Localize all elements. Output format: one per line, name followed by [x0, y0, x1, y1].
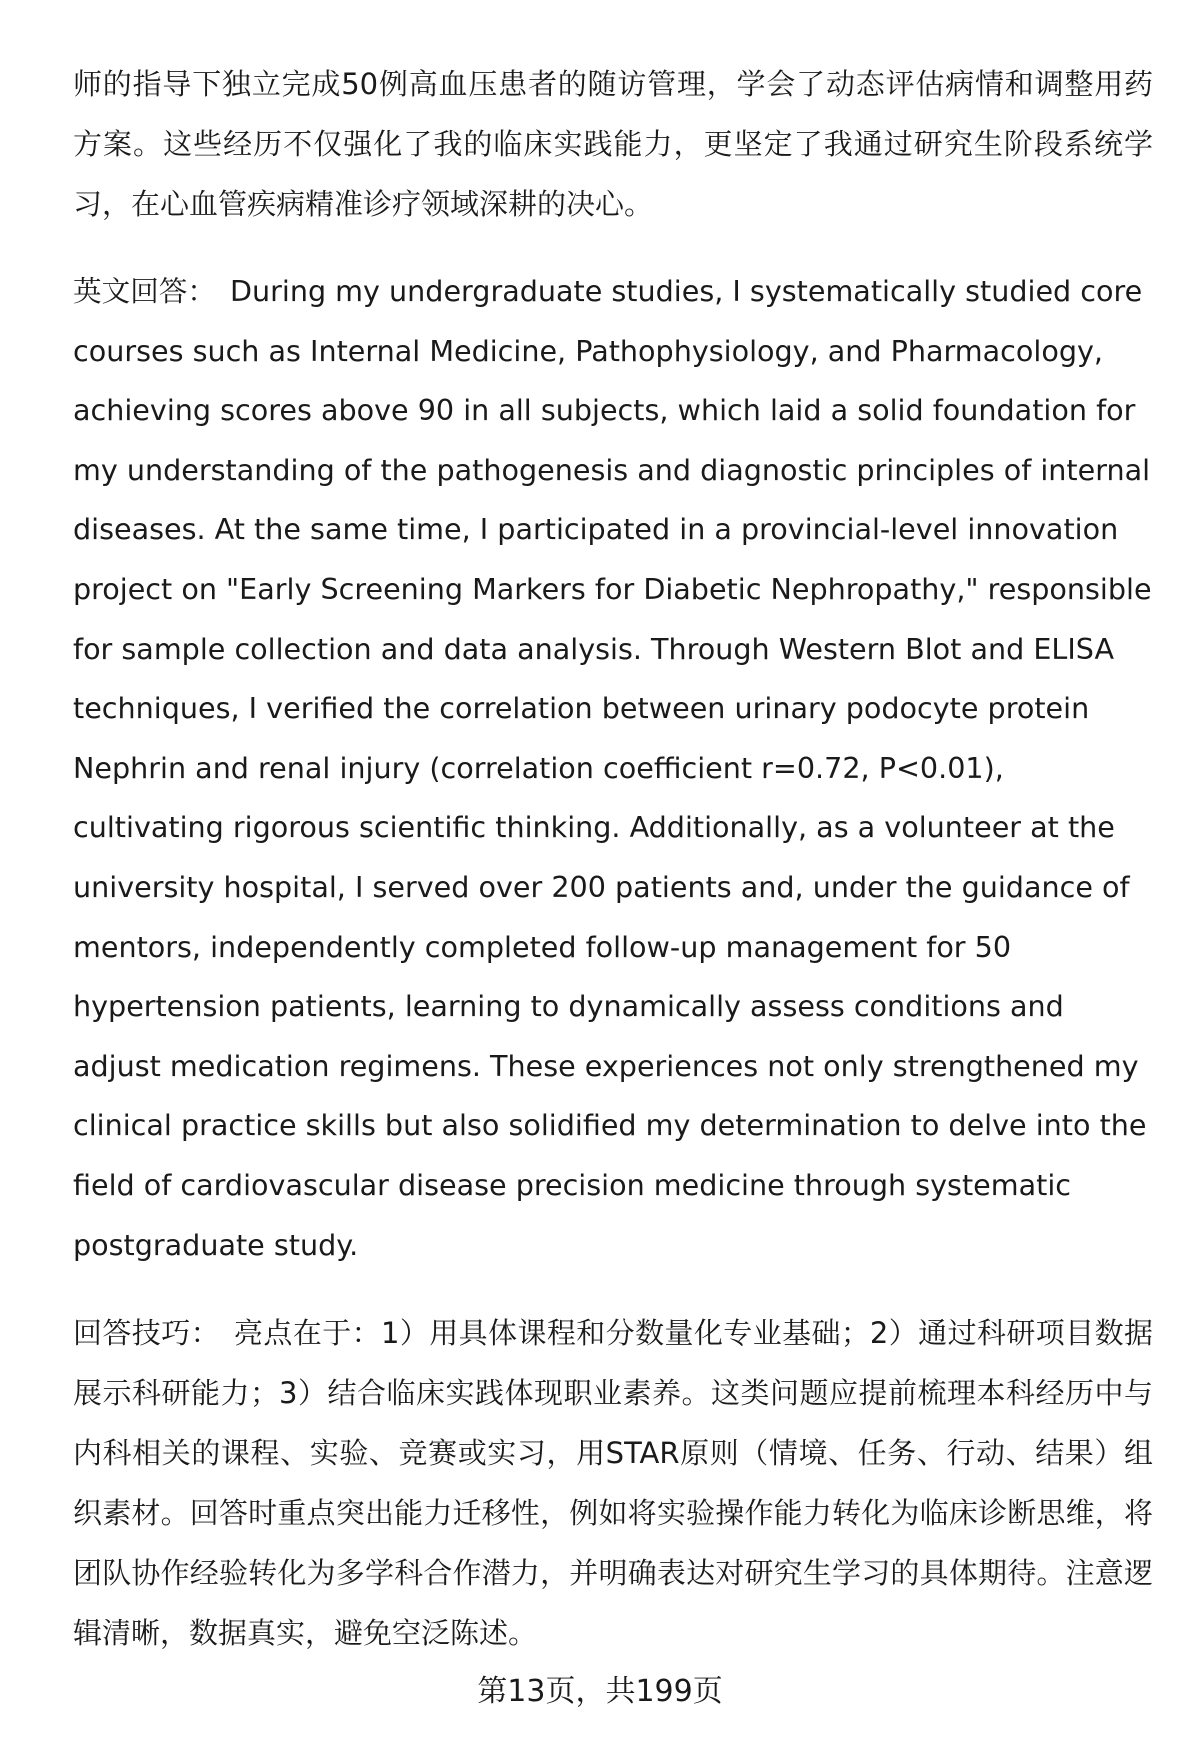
english-answer-text: During my undergraduate studies, I systematically studied core courses such as Internal Medicine, Pathophysiology, and Pharmacology, achieving scores above 90 in all subjects, which laid a solid foundation for my understanding of the pathogenesis and diagnostic principles of internal diseases. At the same time, I participated in a provincial-level innovation project on "Early Screening Markers for Diabetic Nephropathy," responsible for sample collection and data analysis. Through Western Blot and ELISA techniques, I verified the correlation between urinary podocyte protein Nephrin and renal injury (correlation coefficient r=0.72, P<0.01), cultivating rigorous scientific thinking. Additionally, as a volunteer at the university hospital, I served over 200 patients and, under the guidance of mentors, independently completed follow-up management for 50 hypertension patients, learning to dynamically assess conditions and adjust medication regimens. These experiences not only strengthened my clinical practice skills but also solidified my determination to delve into the field of cardiovascular disease precision medicine through systematic postgraduate study.: [73, 274, 1152, 1262]
answer-tips-paragraph: [73, 1303, 1153, 1663]
answer-tips-label: 回答技巧：: [73, 1316, 221, 1351]
intro-continuation-paragraph: 师的指导下独立完成50例高血压患者的随访管理，学会了动态评估病情和调整用药方案。这些经历不仅强化了我的临床实践能力，更坚定了我通过研究生阶段系统学习，在心血管疾病精准诊疗领域深耕的决心。: [73, 67, 1153, 221]
page-number-footer: 第13页，共199页: [477, 1674, 723, 1709]
answer-tips-text: 亮点在于：1）用具体课程和分数量化专业基础；2）通过科研项目数据展示科研能力；3）结合临床实践体现职业素养。这类问题应提前梳理本科经历中与内科相关的课程、实验、竞赛或实习，用STAR原则（情境、任务、行动、结果）组织素材。回答时重点突出能力迁移性，例如将实验操作能力转化为临床诊断思维，将团队协作经验转化为多学科合作潜力，并明确表达对研究生学习的具体期待。注意逻辑清晰，数据真实，避免空泛陈述。: [73, 1316, 1153, 1651]
document-body: [73, 54, 1153, 1663]
english-answer-paragraph: [73, 262, 1153, 1275]
english-answer-label: 英文回答：: [73, 274, 216, 308]
